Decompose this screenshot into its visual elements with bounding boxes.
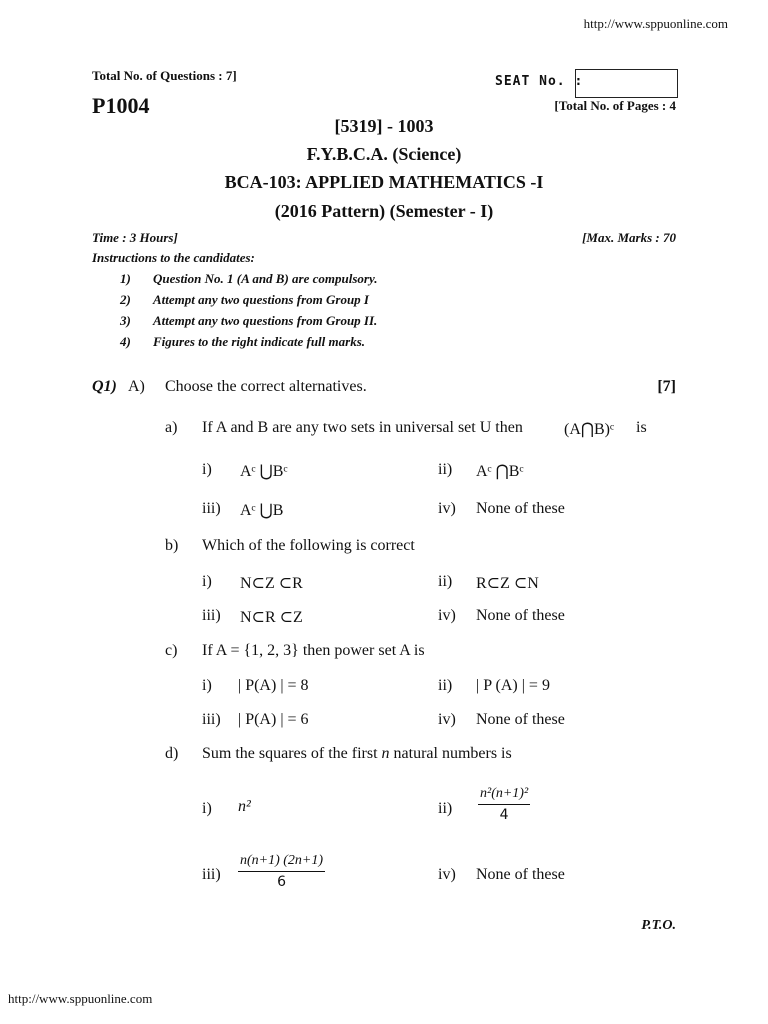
option-text: Aᶜ ⋂Bᶜ	[476, 463, 524, 480]
fraction-option	[478, 786, 530, 823]
pto-label: P.T.O.	[641, 918, 676, 933]
option-text: | P (A) | = 9	[476, 677, 550, 694]
subject-title: BCA-103: APPLIED MATHEMATICS -I	[224, 172, 544, 192]
option-num: iii)	[202, 500, 221, 517]
sub-question-letter: d)	[165, 745, 179, 762]
exam-code: [5319] - 1003	[334, 116, 434, 136]
option-text: None of these	[476, 500, 565, 517]
total-questions: Total No. of Questions : 7]	[92, 68, 237, 83]
question-part: A)	[128, 378, 145, 395]
bottom-url[interactable]: http://www.sppuonline.com	[8, 991, 153, 1006]
option-text: N⊂Z ⊂R	[240, 575, 303, 592]
paper-code: P1004	[92, 93, 150, 118]
option-text: None of these	[476, 866, 565, 883]
seat-no-label: SEAT No. :	[495, 74, 584, 89]
fraction-numerator: n(n+1) (2n+1)	[240, 853, 324, 868]
option-num: iv)	[438, 711, 456, 728]
fraction-bar	[478, 804, 530, 805]
instruction-num: 3)	[120, 313, 131, 328]
option-text: | P(A) | = 8	[238, 677, 309, 694]
instruction-text: Attempt any two questions from Group II.	[153, 313, 378, 328]
option-num: iii)	[202, 607, 221, 624]
variable-n: n	[381, 745, 390, 762]
option-num: i)	[202, 573, 212, 590]
option-num: i)	[202, 800, 212, 817]
instruction-num: 2)	[120, 292, 131, 307]
sub-question-text: If A and B are any two sets in universal set U then	[202, 419, 523, 436]
option-num: iv)	[438, 866, 456, 883]
set-expression: (A⋂B)ᶜ	[564, 421, 615, 438]
sub-question-letter: c)	[165, 642, 178, 659]
instruction-text: Attempt any two questions from Group I	[153, 292, 369, 307]
option-num: iii)	[202, 711, 221, 728]
seat-no-box	[575, 69, 678, 98]
sub-question-text: If A = {1, 2, 3} then power set A is	[202, 642, 425, 659]
fraction-bar	[238, 871, 325, 872]
question-marks: [7]	[657, 378, 676, 395]
question-label: Q1)	[92, 378, 117, 395]
option-text: R⊂Z ⊂N	[476, 575, 539, 592]
instruction-num: 1)	[120, 271, 131, 286]
option-text: Aᶜ ⋃Bᶜ	[240, 463, 288, 480]
fraction-option	[238, 853, 325, 890]
instructions-heading: Instructions to the candidates:	[92, 250, 255, 265]
option-text: n²	[238, 798, 251, 815]
sub-question-letter: a)	[165, 419, 178, 436]
instruction-text: Question No. 1 (A and B) are compulsory.	[153, 271, 378, 286]
option-num: iii)	[202, 866, 221, 883]
sub-question-letter: b)	[165, 537, 179, 554]
option-text: | P(A) | = 6	[238, 711, 309, 728]
sub-question-text: Which of the following is correct	[202, 537, 415, 554]
instruction-text: Figures to the right indicate full marks.	[153, 334, 366, 349]
option-num: ii)	[438, 677, 453, 694]
sub-question-text	[202, 745, 512, 763]
course-title: F.Y.B.C.A. (Science)	[306, 144, 462, 164]
pattern-title: (2016 Pattern) (Semester - I)	[274, 201, 494, 221]
time-label: Time : 3 Hours]	[92, 230, 178, 245]
option-text: None of these	[476, 711, 565, 728]
option-num: ii)	[438, 800, 453, 817]
option-num: ii)	[438, 461, 453, 478]
option-num: i)	[202, 677, 212, 694]
total-pages: [Total No. of Pages : 4	[554, 98, 676, 113]
top-url[interactable]: http://www.sppuonline.com	[583, 16, 728, 31]
fraction-numerator: n²(n+1)²	[480, 786, 529, 801]
option-text: N⊂R ⊂Z	[240, 609, 303, 626]
option-num: i)	[202, 461, 212, 478]
option-num: iv)	[438, 500, 456, 517]
instruction-num: 4)	[120, 334, 131, 349]
option-num: iv)	[438, 607, 456, 624]
option-text: Aᶜ ⋃B	[240, 502, 284, 519]
option-num: ii)	[438, 573, 453, 590]
fraction-denominator: 4	[499, 807, 509, 823]
question-text: Choose the correct alternatives.	[165, 378, 367, 395]
sub-question-tail: is	[636, 419, 647, 436]
option-text: None of these	[476, 607, 565, 624]
fraction-denominator: 6	[277, 874, 286, 890]
text-before: Sum the squares of the first	[202, 745, 382, 762]
max-marks: [Max. Marks : 70	[582, 230, 676, 245]
text-after: natural numbers is	[389, 745, 512, 762]
